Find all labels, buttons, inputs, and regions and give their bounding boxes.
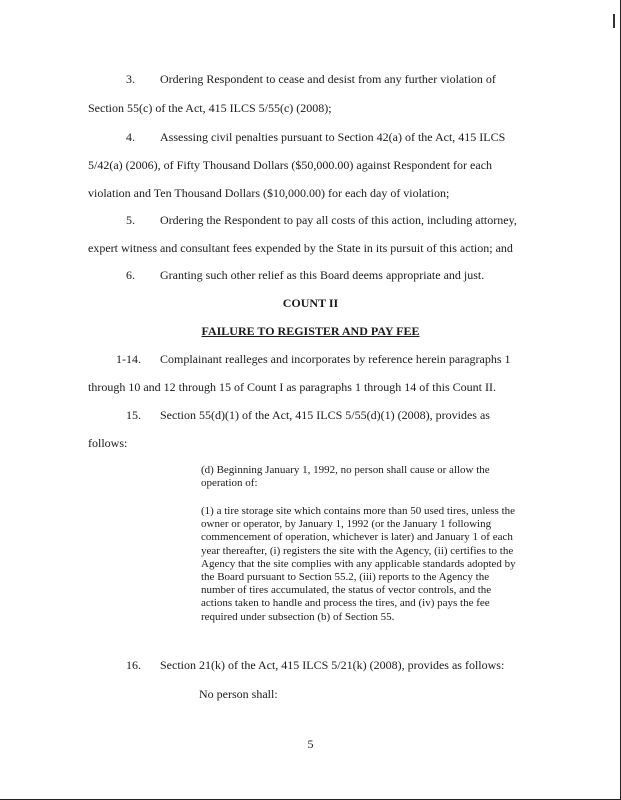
page-number: 5 xyxy=(307,737,314,751)
item-text: Assessing civil penalties pursuant to Section 42(a) of the Act, 415 ILCS xyxy=(160,130,506,144)
paragraph-text-continued: through 10 and 12 through 15 of Count I as paragraphs 1 through 14 of this Count II. xyxy=(88,380,496,394)
item-text-continued: violation and Ten Thousand Dollars ($10,000.00) for each day of violation; xyxy=(88,186,450,200)
statute-quote-intro: (d) Beginning January 1, 1992, no person shall cause or allow the operation of: xyxy=(201,464,490,489)
item-text: Ordering Respondent to cease and desist from any further violation of xyxy=(160,72,496,86)
paragraph-number: 16. xyxy=(126,658,141,672)
paragraph-text: Complainant realleges and incorporates by reference herein paragraphs 1 xyxy=(160,352,511,366)
count-subheading-text: FAILURE TO REGISTER AND PAY FEE xyxy=(201,324,420,338)
item-number: 4. xyxy=(126,130,135,144)
item-text-continued: expert witness and consultant fees expended by the State in its pursuit of this action; and xyxy=(88,241,513,255)
scan-mark xyxy=(613,14,615,28)
item-text: Ordering the Respondent to pay all costs of this action, including attorney, xyxy=(160,213,517,227)
statute-quote-body: (1) a tire storage site which contains more than 50 used tires, unless the owner or operator, by January 1, 1992 (or the January 1 following commencement of operation, whichever is later) and January 1 of each year thereafter, (i) registers the site with the Agency, (ii) certifies to the Agency that the site complies with any applicable standards adopted by the Board pursuant to Section 55.2, (iii) reports to the Agency the number of tires accumulated, the status of vector controls, and the actions taken to handle and process the tires, and (iv) pays the fee required under subsection (b) of Section 55. xyxy=(201,505,516,623)
count-heading: COUNT II xyxy=(282,296,339,310)
paragraph-text: Section 55(d)(1) of the Act, 415 ILCS 5/55(d)(1) (2008), provides as xyxy=(160,408,490,422)
item-number: 3. xyxy=(126,72,135,86)
item-text-continued: 5/42(a) (2006), of Fifty Thousand Dollars ($50,000.00) against Respondent for each xyxy=(88,158,493,172)
statute-quote-2: No person shall: xyxy=(199,687,278,701)
paragraph-text-continued: follows: xyxy=(88,436,128,450)
item-text-continued: Section 55(c) of the Act, 415 ILCS 5/55(c) (2008); xyxy=(88,101,332,115)
paragraph-number: 1-14. xyxy=(116,352,141,366)
item-number: 6. xyxy=(126,268,135,282)
item-number: 5. xyxy=(126,213,135,227)
count-subheading xyxy=(0,324,621,338)
item-text: Granting such other relief as this Board deems appropriate and just. xyxy=(160,268,485,282)
paragraph-number: 15. xyxy=(126,408,141,422)
paragraph-text: Section 21(k) of the Act, 415 ILCS 5/21(k) (2008), provides as follows: xyxy=(160,658,505,672)
